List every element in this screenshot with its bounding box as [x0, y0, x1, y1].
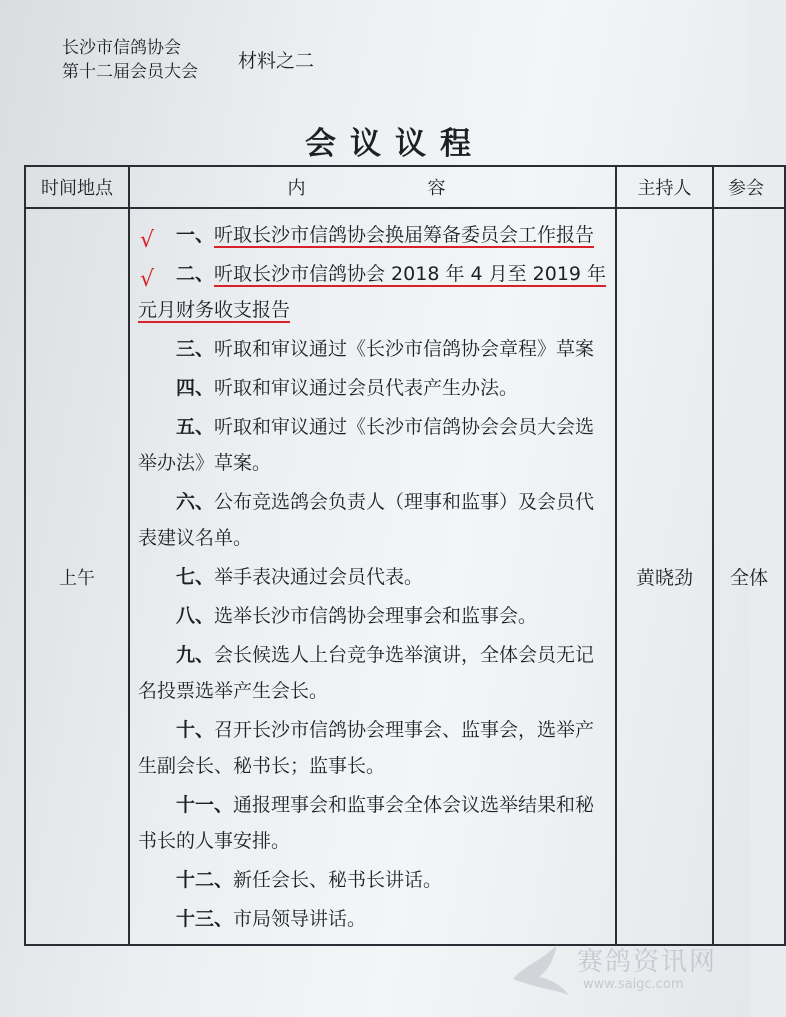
agenda-item	[138, 409, 611, 481]
header-time-place: 时间地点	[25, 166, 129, 208]
watermark-url: www.saigc.com	[583, 977, 684, 992]
agenda-item-text: 听取长沙市信鸽协会换届筹备委员会工作报告	[214, 224, 595, 246]
agenda-item-text: 选举长沙市信鸽协会理事会和监事会。	[214, 605, 538, 627]
agenda-item-text: 举手表决通过会员代表。	[214, 566, 424, 588]
time-cell: 上午	[25, 208, 129, 945]
agenda-item-number: 一、	[176, 224, 215, 246]
agenda-item-number: 四、	[176, 377, 215, 399]
table-header-row	[25, 166, 785, 208]
agenda-item-number: 三、	[176, 338, 215, 360]
check-mark-icon: √	[140, 267, 155, 292]
check-mark-icon: √	[140, 228, 155, 253]
host-cell: 黄晓劲	[616, 208, 713, 945]
agenda-item-text: 听取和审议通过《长沙市信鸽协会会员大会选举办法》草案。	[138, 416, 595, 474]
watermark-text: 赛鸽资讯网	[577, 947, 718, 977]
agenda-item-number: 十、	[176, 719, 215, 741]
agenda-item-text: 召开长沙市信鸽协会理事会、监事会，选举产生副会长、秘书长；监事长。	[138, 719, 595, 777]
org-line-1: 长沙市信鸽协会	[62, 38, 181, 58]
agenda-item	[138, 637, 611, 709]
organization-name	[62, 36, 198, 84]
agenda-item-number: 九、	[176, 644, 215, 666]
agenda-item	[138, 370, 611, 406]
agenda-item	[138, 559, 611, 595]
agenda-table	[24, 165, 786, 946]
agenda-item-text: 听取和审议通过《长沙市信鸽协会章程》草案	[214, 338, 595, 360]
table-body-row	[25, 208, 785, 945]
agenda-item	[138, 598, 611, 634]
org-line-2: 第十二届会员大会	[62, 62, 198, 82]
material-label: 材料之二	[238, 50, 315, 72]
agenda-item-text: 通报理事会和监事会全体会议选举结果和秘书长的人事安排。	[138, 794, 595, 852]
agenda-item-number: 七、	[176, 566, 215, 588]
agenda-item-text: 新任会长、秘书长讲话。	[233, 869, 443, 891]
agenda-item-number: 五、	[176, 416, 215, 438]
agenda-item	[138, 484, 611, 556]
agenda-item	[138, 217, 611, 253]
agenda-item-number: 二、	[176, 263, 215, 285]
agenda-item	[138, 256, 611, 328]
agenda-item-number: 十三、	[176, 908, 234, 930]
agenda-item-number: 八、	[176, 605, 215, 627]
agenda-list	[138, 217, 611, 937]
agenda-item-number: 六、	[176, 491, 215, 513]
agenda-item	[138, 331, 611, 367]
page-title: 会议议程	[305, 126, 485, 162]
attendees-cell: 全体	[713, 208, 785, 945]
agenda-item-text: 听取和审议通过会员代表产生办法。	[214, 377, 519, 399]
agenda-items	[129, 208, 616, 945]
header-content: 内 容	[129, 166, 616, 208]
agenda-item-text: 公布竞选鸽会负责人（理事和监事）及会员代表建议名单。	[138, 491, 595, 549]
agenda-item	[138, 712, 611, 784]
watermark-logo	[505, 935, 735, 1005]
agenda-item	[138, 901, 611, 937]
agenda-item-text: 会长候选人上台竞争选举演讲，全体会员无记名投票选举产生会长。	[138, 644, 595, 702]
agenda-item	[138, 862, 611, 898]
pigeon-icon	[505, 935, 575, 1001]
header-host: 主持人	[616, 166, 713, 208]
agenda-item-number: 十一、	[176, 794, 234, 816]
agenda-item-text: 市局领导讲话。	[233, 908, 367, 930]
header-attendees: 参会	[713, 166, 785, 208]
agenda-item	[138, 787, 611, 859]
agenda-item-number: 十二、	[176, 869, 234, 891]
agenda-item-text: 听取长沙市信鸽协会 2018 年 4 月至 2019 年元月财务收支报告	[138, 263, 607, 321]
